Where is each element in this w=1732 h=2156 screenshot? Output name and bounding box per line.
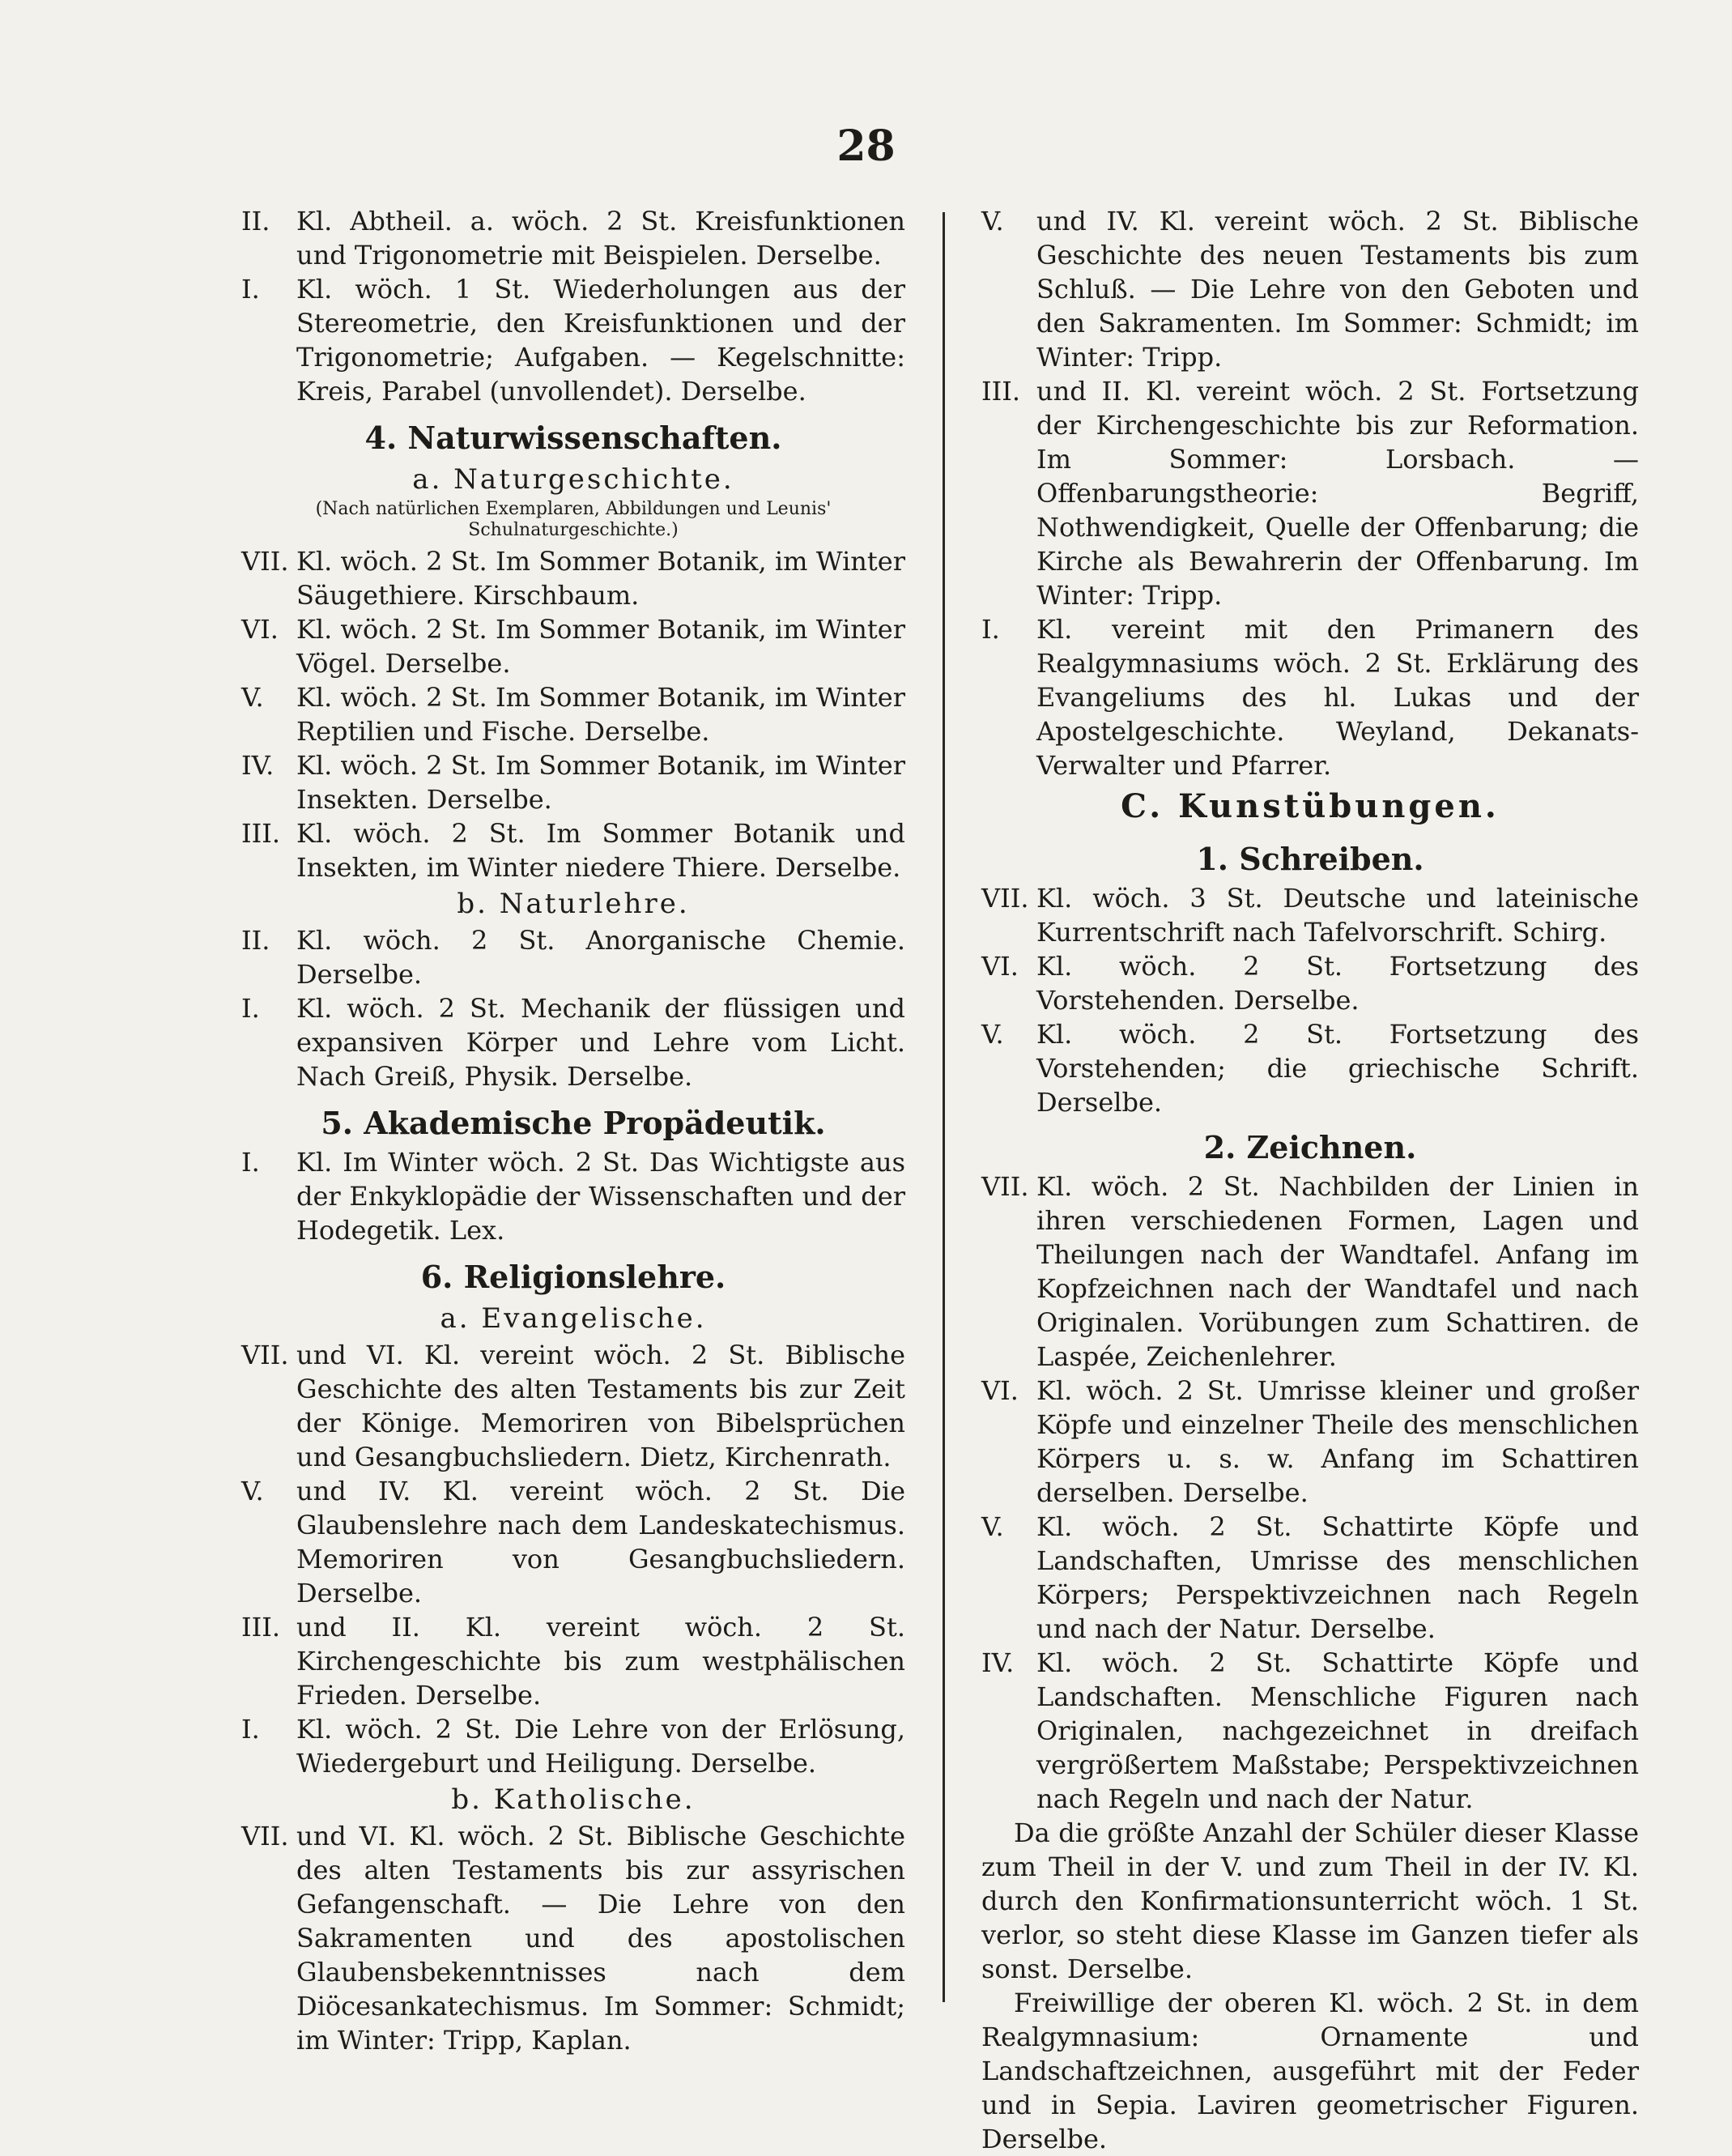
class-label: I. xyxy=(241,1714,260,1745)
class-label: III. xyxy=(241,818,281,849)
class-label: VI. xyxy=(241,614,279,645)
class-label: IV. xyxy=(981,1647,1015,1678)
list-item xyxy=(981,612,1639,782)
list-item xyxy=(241,1145,905,1247)
class-label: III. xyxy=(241,1612,281,1643)
subsection-heading: a. Evangelische. xyxy=(440,1302,707,1335)
list-item xyxy=(241,1712,905,1780)
list-item xyxy=(241,1610,905,1712)
list-item xyxy=(241,1474,905,1610)
subsection-heading: a. Naturgeschichte. xyxy=(412,463,734,496)
entry-text: und VI. Kl. wöch. 2 St. Biblische Geschichte des alten Testaments bis zur assyrischen Gefangenschaft. — Die Lehre von den Sakramenten und des apostolischen Glaubensbekenntnisses nach dem Diöcesankatechismus. Im Sommer: Schmidt; im Winter: Tripp, Kaplan. xyxy=(296,1821,905,2056)
list-item xyxy=(241,272,905,408)
class-label: III. xyxy=(981,376,1021,407)
subsection-heading: 2. Zeichnen. xyxy=(1203,1129,1417,1165)
entry-text: Kl. wöch. 2 St. Nachbilden der Linien in ihren verschiedenen Formen, Lagen und Theilungen nach der Wandtafel. Anfang im Kopfzeichnen nach der Wandtafel und nach Originalen. Vorübungen zum Schattiren. de Laspée, Zeichenlehrer. xyxy=(1036,1171,1639,1372)
class-label: VII. xyxy=(241,1821,289,1851)
entry-text: Kl. wöch. 2 St. Mechanik der flüssigen und expansiven Körper und Lehre vom Licht. Nach Greiß, Physik. Derselbe. xyxy=(296,993,905,1092)
entry-text: und VI. Kl. vereint wöch. 2 St. Biblische Geschichte des alten Testaments bis zur Zeit der Könige. Memoriren von Bibelsprüchen und Gesangbuchsliedern. Dietz, Kirchenrath. xyxy=(296,1340,905,1472)
list-item xyxy=(981,881,1639,949)
class-label: II. xyxy=(241,206,270,236)
class-label: II. xyxy=(241,925,270,956)
subsection-heading: b. Naturlehre. xyxy=(457,888,690,920)
list-item xyxy=(981,1646,1639,1816)
class-label: I. xyxy=(241,274,260,305)
class-label: VI. xyxy=(981,1375,1019,1406)
entry-text: Kl. wöch. 2 St. Fortsetzung des Vorstehenden. Derselbe. xyxy=(1036,951,1639,1016)
entry-text: und IV. Kl. vereint wöch. 2 St. Biblische Geschichte des neuen Testaments bis zum Schluß. — Die Lehre von den Geboten und den Sakramenten. Im Sommer: Schmidt; im Winter: Tripp. xyxy=(1036,206,1639,373)
right-column xyxy=(981,204,1639,2156)
list-item xyxy=(241,544,905,612)
paragraph: Da die größte Anzahl der Schüler dieser Klasse zum Theil in der V. und zum Theil in der IV. Kl. durch den Konfirmationsunterricht wöch. 1 St. verlor, so steht diese Klasse im Ganzen tiefer als sonst. Derselbe. xyxy=(981,1817,1639,1984)
entry-text: Kl. wöch. 2 St. Im Sommer Botanik, im Winter Vögel. Derselbe. xyxy=(296,614,905,679)
entry-text: Kl. Im Winter wöch. 2 St. Das Wichtigste aus der Enkyklopädie der Wissenschaften und der Hodegetik. Lex. xyxy=(296,1147,905,1246)
entry-text: Kl. wöch. 2 St. Im Sommer Botanik, im Winter Reptilien und Fische. Derselbe. xyxy=(296,682,905,747)
entry-text: Kl. wöch. 2 St. Im Sommer Botanik und Insekten, im Winter niedere Thiere. Derselbe. xyxy=(296,818,905,883)
entry-text: und IV. Kl. vereint wöch. 2 St. Die Glaubenslehre nach dem Landeskatechismus. Memoriren von Gesangbuchsliedern. Derselbe. xyxy=(296,1476,905,1608)
section-note: (Nach natürlichen Exemplaren, Abbildungen und Leunis' Schulnaturgeschichte.) xyxy=(315,499,832,540)
page-number: 28 xyxy=(836,121,896,171)
entry-text: und II. Kl. vereint wöch. 2 St. Fortsetzung der Kirchengeschichte bis zur Reformation. Im Sommer: Lorsbach. — Offenbarungstheorie: Begriff, Nothwendigkeit, Quelle der Offenbarung; die Kirche als Bewahrerin der Offenbarung. Im Winter: Tripp. xyxy=(1036,376,1639,611)
class-label: I. xyxy=(981,614,1000,645)
entry-text: Kl. wöch. 2 St. Im Sommer Botanik, im Winter Insekten. Derselbe. xyxy=(296,750,905,815)
list-item xyxy=(981,1170,1639,1374)
list-item xyxy=(241,680,905,748)
class-label: I. xyxy=(241,1147,260,1178)
entry-text: Kl. wöch. 2 St. Schattirte Köpfe und Landschaften. Menschliche Figuren nach Originalen, nachgezeichnet in dreifach vergrößertem Maßstabe; Perspektivzeichnen nach Regeln und nach der Natur. xyxy=(1036,1647,1639,1814)
entry-text: Kl. wöch. 2 St. Fortsetzung des Vorstehenden; die griechische Schrift. Derselbe. xyxy=(1036,1019,1639,1118)
class-label: V. xyxy=(981,1019,1004,1050)
subsection-heading: 1. Schreiben. xyxy=(1196,841,1424,877)
list-item xyxy=(981,1017,1639,1119)
list-item xyxy=(241,748,905,816)
entry-text: Kl. wöch. 2 St. Im Sommer Botanik, im Winter Säugethiere. Kirschbaum. xyxy=(296,546,905,611)
list-item xyxy=(241,991,905,1093)
list-item xyxy=(981,374,1639,612)
list-item xyxy=(981,949,1639,1017)
list-item xyxy=(981,1374,1639,1510)
paragraph: Freiwillige der oberen Kl. wöch. 2 St. in dem Realgymnasium: Ornamente und Landschaftzeichnen, ausgeführt mit der Feder und in Sepia. Laviren geometrischer Figuren. Derselbe. xyxy=(981,1988,1639,2154)
class-label: VII. xyxy=(981,883,1029,914)
list-item xyxy=(241,204,905,272)
list-item xyxy=(981,1510,1639,1646)
class-label: IV. xyxy=(241,750,274,781)
list-item xyxy=(241,816,905,884)
entry-text: Kl. wöch. 1 St. Wiederholungen aus der Stereometrie, den Kreisfunktionen und der Trigonometrie; Aufgaben. — Kegelschnitte: Kreis, Parabel (unvollendet). Derselbe. xyxy=(296,274,905,407)
subsection-heading: b. Katholische. xyxy=(451,1783,696,1816)
class-label: I. xyxy=(241,993,260,1024)
class-label: VII. xyxy=(241,546,289,577)
entry-text: Kl. wöch. 3 St. Deutsche und lateinische Kurrentschrift nach Tafelvorschrift. Schirg. xyxy=(1036,883,1639,948)
class-label: VII. xyxy=(241,1340,289,1370)
class-label: VI. xyxy=(981,951,1019,982)
list-item xyxy=(241,1819,905,2057)
entry-text: Kl. wöch. 2 St. Umrisse kleiner und großer Köpfe und einzelner Theile des menschlichen Körpers u. s. w. Anfang im Schattiren derselben. Derselbe. xyxy=(1036,1375,1639,1508)
entry-text: und II. Kl. vereint wöch. 2 St. Kirchengeschichte bis zum westphälischen Frieden. Derselbe. xyxy=(296,1612,905,1711)
column-divider xyxy=(943,212,945,2002)
entry-text: Kl. Abtheil. a. wöch. 2 St. Kreisfunktionen und Trigonometrie mit Beispielen. Derselbe. xyxy=(296,206,905,271)
section-heading: 5. Akademische Propädeutik. xyxy=(321,1105,826,1141)
section-heading: 6. Religionslehre. xyxy=(420,1259,726,1295)
list-item xyxy=(241,923,905,991)
section-heading: C. Kunstübungen. xyxy=(1121,787,1500,825)
class-label: V. xyxy=(241,1476,264,1506)
class-label: VII. xyxy=(981,1171,1029,1202)
entry-text: Kl. vereint mit den Primanern des Realgymnasiums wöch. 2 St. Erklärung des Evangeliums des hl. Lukas und der Apostelgeschichte. Weyland, Dekanats-Verwalter und Pfarrer. xyxy=(1036,614,1639,781)
entry-text: Kl. wöch. 2 St. Die Lehre von der Erlösung, Wiedergeburt und Heiligung. Derselbe. xyxy=(296,1714,905,1779)
class-label: V. xyxy=(981,206,1004,236)
left-column xyxy=(241,204,905,2057)
section-heading: 4. Naturwissenschaften. xyxy=(364,420,782,456)
entry-text: Kl. wöch. 2 St. Schattirte Köpfe und Landschaften, Umrisse des menschlichen Körpers; Perspektivzeichnen nach Regeln und nach der Natur. Derselbe. xyxy=(1036,1511,1639,1644)
class-label: V. xyxy=(981,1511,1004,1542)
class-label: V. xyxy=(241,682,264,713)
list-item xyxy=(241,1338,905,1474)
list-item xyxy=(981,204,1639,374)
list-item xyxy=(241,612,905,680)
entry-text: Kl. wöch. 2 St. Anorganische Chemie. Derselbe. xyxy=(296,925,905,990)
